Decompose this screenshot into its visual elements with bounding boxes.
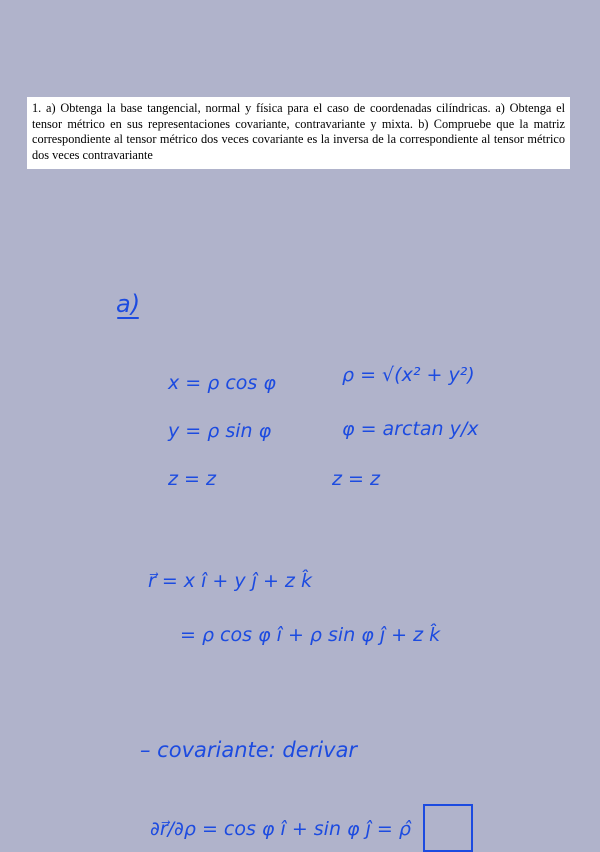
eq-rho: ρ = √(x² + y²) bbox=[342, 364, 475, 386]
result-box bbox=[423, 804, 473, 852]
derivative-rho: ∂r⃗/∂ρ = cos φ î + sin φ ĵ = ρ̂ bbox=[150, 818, 411, 840]
part-label: a) bbox=[116, 290, 141, 318]
covariant-note: – covariante: derivar bbox=[140, 738, 358, 762]
position-vector-cylindrical: = ρ cos φ î + ρ sin φ ĵ + z k̂ bbox=[180, 624, 441, 646]
eq-z-inverse: z = z bbox=[332, 468, 380, 490]
eq-x: x = ρ cos φ bbox=[168, 372, 276, 394]
eq-y: y = ρ sin φ bbox=[168, 420, 272, 442]
problem-statement bbox=[27, 97, 570, 169]
position-vector: r⃗ = x î + y ĵ + z k̂ bbox=[148, 570, 312, 592]
problem-text: 1. a) Obtenga la base tangencial, normal y física para el caso de coordenadas cilíndricas. a) Obtenga el tensor métrico en sus representaciones covariante, contravariante y mixta. b) Compruebe que la matriz correspondiente al tensor métrico dos veces covariante es la inversa de la correspondiente al tensor métrico dos veces contravariante bbox=[32, 101, 565, 162]
eq-phi: φ = arctan y/x bbox=[342, 418, 479, 440]
eq-z: z = z bbox=[168, 468, 216, 490]
